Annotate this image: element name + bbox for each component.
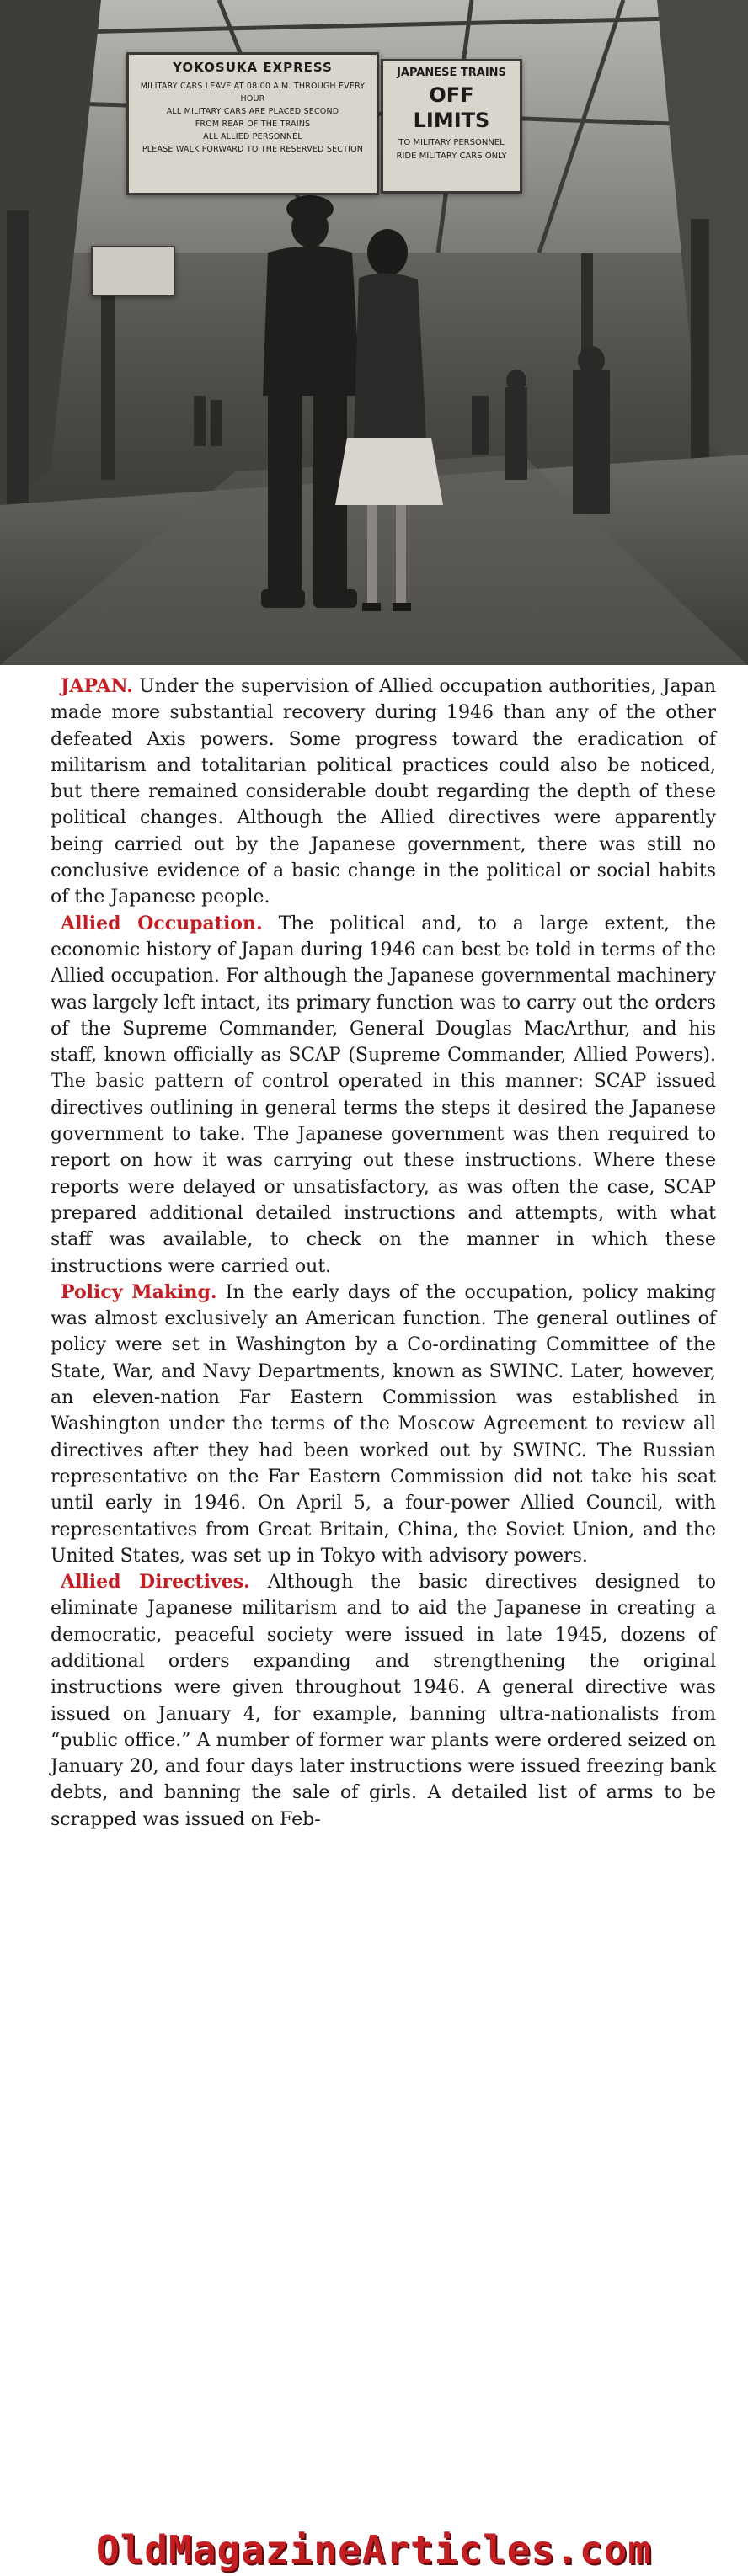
paragraph-text: The political and, to a large extent, the economic history of Japan during 1946 can best be told in terms of the Allied occupation. For although the Japanese governmental machinery was largely left intact, its primary function was to carry out the orders of the Supreme Commander, General Douglas MacArthur, and his staff, known officially as SCAP (Supreme Commander, Allied Powers). The basic pattern of control operated in this manner: SCAP issued directives outlining in general terms the steps it desired the Japanese government to take. The Japanese government was then required to report on how it was carrying out these instructions. Where these reports were delayed or unsatisfactory, as was often the case, SCAP prepared additional detailed instructions and attempts, with what staff was available, to check on the manner in which these instructions were carried out. <box>51 913 716 1277</box>
off-limits-sign <box>381 59 522 194</box>
sign-line: RIDE MILITARY CARS ONLY <box>396 152 507 161</box>
small-platform-sign <box>91 246 175 296</box>
paragraph-japan <box>51 673 716 911</box>
paragraph-text: Although the basic directives designed to eliminate Japanese militarism and to aid the Japanese in creating a democratic, peaceful society were issued in late 1945, dozens of additional orders expanding and strengthening the original instructions were given throughout 1946. A general directive was issued on January 4, for example, banning ultra-nationalists from “public office.” A number of former war plants were ordered seized on January 20, and four days later instructions were issued freezing bank debts, and banning the sale of girls. A detailed list of arms to be scrapped was issued on Feb- <box>51 1572 716 1830</box>
sign-line: ALL ALLIED PERSONNEL <box>203 132 302 141</box>
section-heading: JAPAN. <box>61 675 133 697</box>
section-heading: Allied Directives. <box>61 1571 250 1594</box>
watermark-banner <box>0 2524 748 2576</box>
sign-line: TO MILITARY PERSONNEL <box>398 138 505 147</box>
sign-line: ALL MILITARY CARS ARE PLACED SECOND <box>166 107 339 116</box>
sign-title: YOKOSUKA EXPRESS <box>173 60 333 75</box>
section-heading: Policy Making. <box>61 1280 217 1303</box>
sign-line: MILITARY CARS LEAVE AT 08.00 A.M. THROUGH EVERY HOUR <box>140 82 366 104</box>
section-heading: Allied Occupation. <box>61 912 263 934</box>
paragraph-text: Under the supervision of Allied occupation authorities, Japan made more substantial recovery during 1946 than any of the other defeated Axis powers. Some progress toward the eradication of militarism and totalitarian political practices could also be noticed, but there remained considerable doubt regarding the depth of these political changes. Although the Allied directives were apparently being carried out by the Japanese government, there was still no conclusive evidence of a basic change in the political or social habits of the Japanese people. <box>51 676 717 908</box>
sign-line: JAPANESE TRAINS <box>397 67 506 79</box>
article-body <box>51 673 716 1833</box>
paragraph-policy-making <box>51 1280 716 1569</box>
paragraph-allied-directives <box>51 1569 716 1833</box>
paragraph-text: In the early days of the occupation, policy making was almost exclusively an American function. The general outlines of policy were set in Washington by a Co-ordinating Committee of the State, War, and Navy Departments, known as SWINC. Later, however, an eleven-nation Far Eastern Commission was established in Washington under the terms of the Moscow Agreement to review all directives after they had been worked out by SWINC. The Russian representative on the Far Eastern Commission did not take his seat until early in 1946. On April 5, a four-power Allied Council, with representatives from Great Britain, China, the Soviet Union, and the United States, was set up in Tokyo with advisory powers. <box>51 1281 716 1567</box>
yokosuka-express-sign <box>126 52 379 195</box>
sign-line: PLEASE WALK FORWARD TO THE RESERVED SECTION <box>142 145 364 154</box>
railway-platform-photo <box>0 0 748 665</box>
watermark-text: OldMagazineArticles.com <box>96 2527 652 2573</box>
sign-headline: OFF LIMITS <box>413 83 490 132</box>
sign-line: FROM REAR OF THE TRAINS <box>195 120 311 129</box>
paragraph-allied-occupation <box>51 911 716 1280</box>
